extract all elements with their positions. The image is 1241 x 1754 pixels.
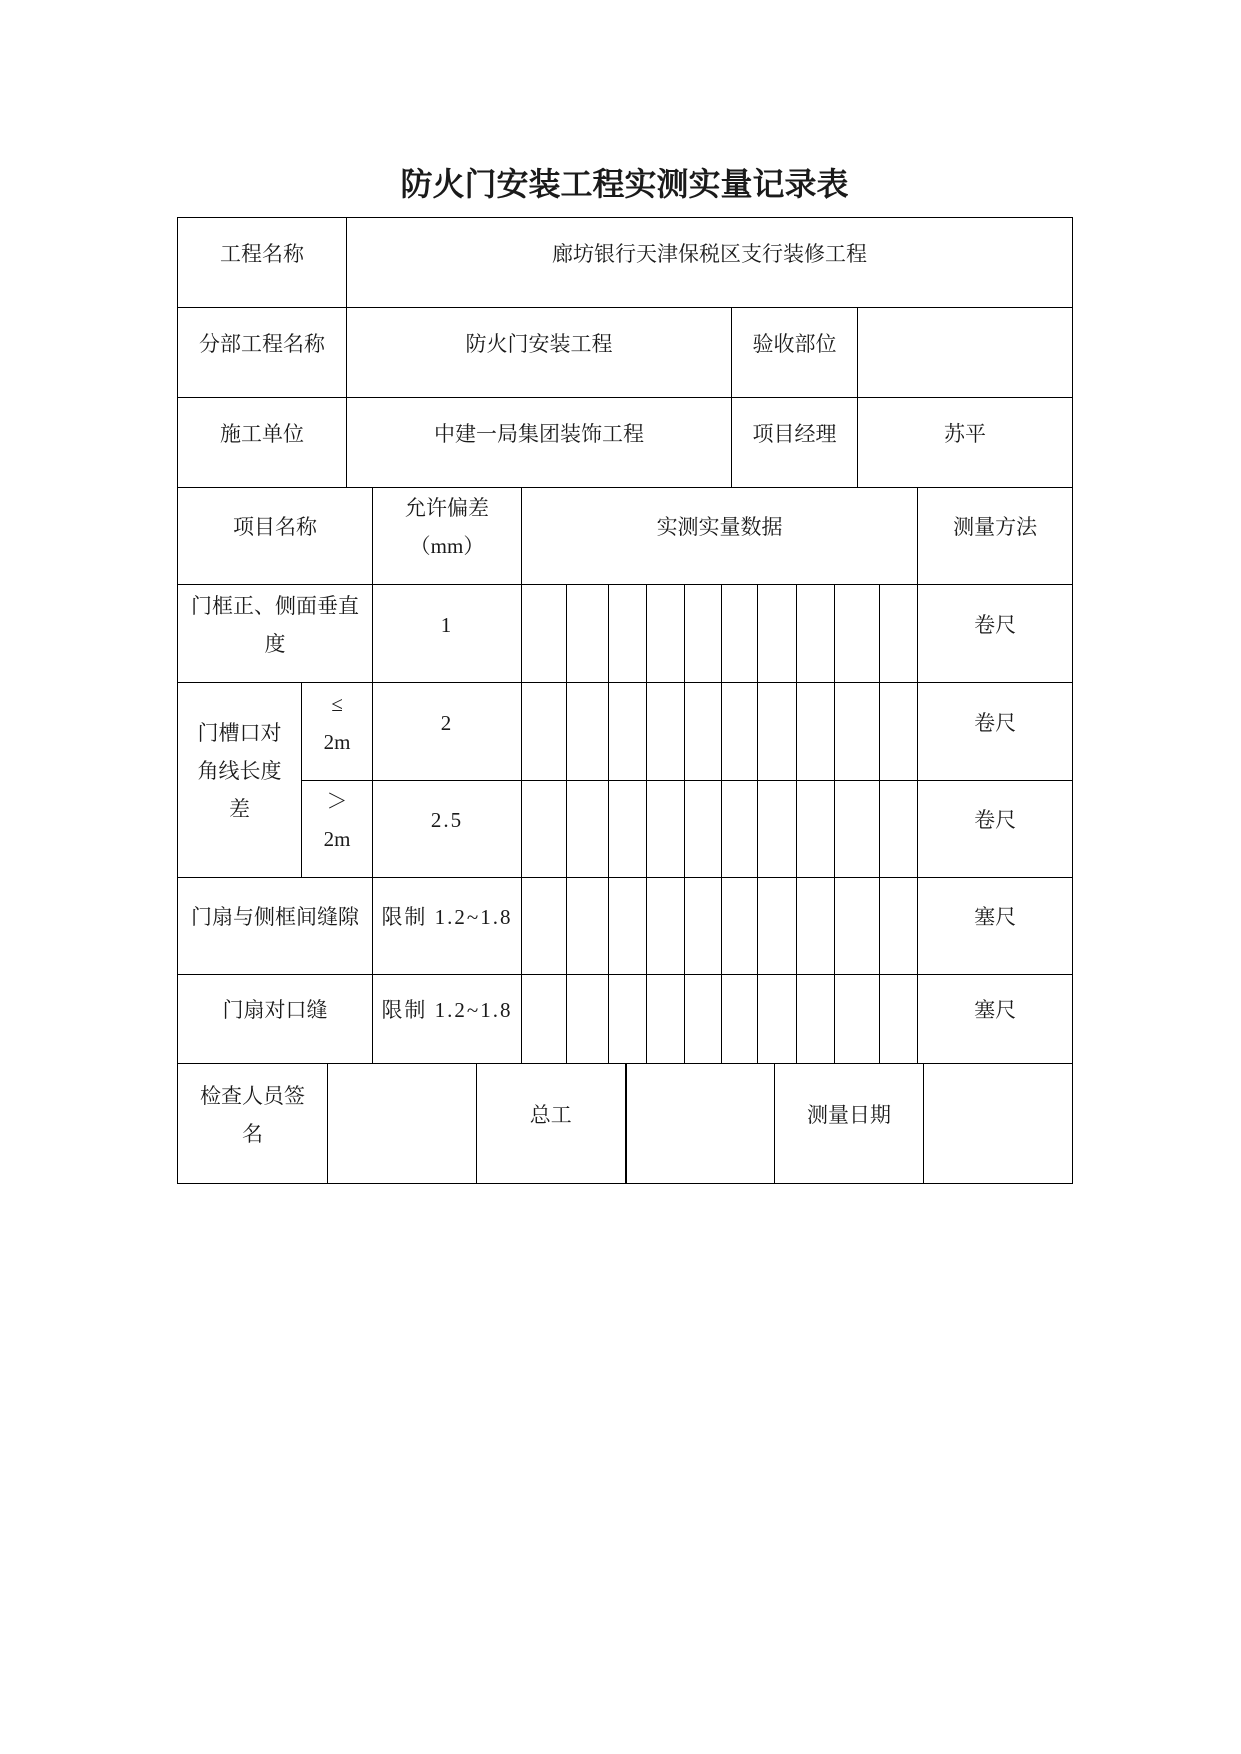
measurement-cell <box>722 683 758 781</box>
measurement-cell <box>567 975 609 1064</box>
measurement-cell <box>609 683 647 781</box>
measurement-cell <box>758 878 797 975</box>
measurement-cell <box>647 683 685 781</box>
measurement-cell <box>609 585 647 683</box>
info-row-sub-project <box>178 308 1073 398</box>
measurement-cell <box>522 975 567 1064</box>
measurement-table <box>177 487 1073 1064</box>
inspector-signature-value <box>328 1064 477 1184</box>
measurement-cell <box>567 683 609 781</box>
contractor-label: 施工单位 <box>178 398 347 488</box>
measurement-cell <box>522 781 567 878</box>
table-row <box>178 975 1073 1064</box>
measurement-cell <box>722 585 758 683</box>
measurement-cell <box>722 975 758 1064</box>
tolerance-cell: 1 <box>373 585 522 683</box>
info-row-contractor <box>178 398 1073 488</box>
project-manager-label: 项目经理 <box>732 398 858 488</box>
sub-item-cell: ＞ 2m <box>302 781 373 878</box>
acceptance-part-label: 验收部位 <box>732 308 858 398</box>
measurement-cell <box>522 683 567 781</box>
measurement-cell <box>797 878 835 975</box>
project-manager-value: 苏平 <box>858 398 1073 488</box>
item-name-cell: 门扇对口缝 <box>178 975 373 1064</box>
measurement-cell <box>522 585 567 683</box>
measurement-cell <box>609 878 647 975</box>
header-tolerance: 允许偏差（mm） <box>373 488 522 585</box>
measurement-cell <box>758 683 797 781</box>
measurement-cell <box>609 975 647 1064</box>
measurement-cell <box>835 975 880 1064</box>
sub-project-label: 分部工程名称 <box>178 308 347 398</box>
method-cell: 塞尺 <box>918 878 1073 975</box>
measurement-cell <box>880 975 918 1064</box>
measurement-cell <box>685 585 722 683</box>
measurement-cell <box>797 781 835 878</box>
page-title: 防火门安装工程实测实量记录表 <box>400 166 849 202</box>
measurement-cell <box>835 585 880 683</box>
measurement-date-value <box>924 1064 1073 1184</box>
tolerance-cell: 2.5 <box>373 781 522 878</box>
method-cell: 塞尺 <box>918 975 1073 1064</box>
measurement-cell <box>685 683 722 781</box>
measurement-cell <box>647 878 685 975</box>
header-method: 测量方法 <box>918 488 1073 585</box>
sub-item-cell: ≤ 2m <box>302 683 373 781</box>
acceptance-part-value <box>858 308 1073 398</box>
signature-table <box>177 1063 1073 1184</box>
project-name-label: 工程名称 <box>178 218 347 308</box>
method-cell: 卷尺 <box>918 585 1073 683</box>
table-row <box>178 878 1073 975</box>
method-cell: 卷尺 <box>918 683 1073 781</box>
measurement-cell <box>758 975 797 1064</box>
table-row <box>178 683 1073 781</box>
measurement-cell <box>797 683 835 781</box>
measurement-cell <box>722 878 758 975</box>
measurement-cell <box>685 781 722 878</box>
tolerance-cell: 限制 1.2~1.8 <box>373 975 522 1064</box>
tolerance-cell: 限制 1.2~1.8 <box>373 878 522 975</box>
measurement-cell <box>835 878 880 975</box>
record-form <box>177 217 1072 1184</box>
measurement-cell <box>685 975 722 1064</box>
info-table <box>177 217 1073 488</box>
measurement-cell <box>722 781 758 878</box>
measurement-cell <box>685 878 722 975</box>
inspector-signature-label: 检查人员签名 <box>178 1064 328 1184</box>
measurement-cell <box>647 975 685 1064</box>
measurement-cell <box>797 585 835 683</box>
item-name-cell: 门槽口对角线长度差 <box>178 683 302 878</box>
measurement-cell <box>647 585 685 683</box>
table-row <box>178 781 1073 878</box>
measurement-cell <box>567 585 609 683</box>
item-name-cell: 门扇与侧框间缝隙 <box>178 878 373 975</box>
measurement-header-row <box>178 488 1073 585</box>
tolerance-cell: 2 <box>373 683 522 781</box>
chief-engineer-label: 总工 <box>477 1064 626 1184</box>
project-name-value: 廊坊银行天津保税区支行装修工程 <box>347 218 1073 308</box>
measurement-cell <box>880 781 918 878</box>
measurement-cell <box>835 683 880 781</box>
measurement-cell <box>647 781 685 878</box>
method-cell: 卷尺 <box>918 781 1073 878</box>
measurement-cell <box>567 781 609 878</box>
info-row-project <box>178 218 1073 308</box>
measurement-cell <box>880 683 918 781</box>
contractor-value: 中建一局集团装饰工程 <box>347 398 732 488</box>
chief-engineer-value <box>626 1064 775 1184</box>
measurement-cell <box>609 781 647 878</box>
signature-row <box>178 1064 1073 1184</box>
measurement-cell <box>880 878 918 975</box>
header-measured-data: 实测实量数据 <box>522 488 918 585</box>
table-row <box>178 585 1073 683</box>
measurement-cell <box>758 781 797 878</box>
measurement-cell <box>758 585 797 683</box>
sub-project-value: 防火门安装工程 <box>347 308 732 398</box>
measurement-cell <box>567 878 609 975</box>
measurement-cell <box>835 781 880 878</box>
item-name-cell: 门框正、侧面垂直度 <box>178 585 373 683</box>
measurement-cell <box>797 975 835 1064</box>
measurement-date-label: 测量日期 <box>775 1064 924 1184</box>
header-item-name: 项目名称 <box>178 488 373 585</box>
measurement-cell <box>522 878 567 975</box>
measurement-cell <box>880 585 918 683</box>
